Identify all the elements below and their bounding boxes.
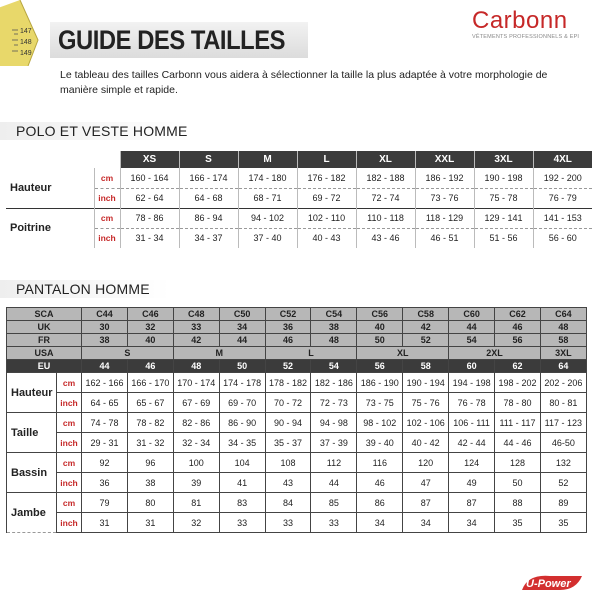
size-value: 78 - 82 xyxy=(127,413,173,433)
size-value: 88 xyxy=(495,493,541,513)
uk-value: 34 xyxy=(219,321,265,334)
size-value: 34 xyxy=(403,513,449,533)
fr-value: 42 xyxy=(173,334,219,347)
usa-value: L xyxy=(265,347,357,360)
size-value: 64 - 68 xyxy=(179,188,238,208)
measure-row xyxy=(7,413,587,433)
size-value: 170 - 174 xyxy=(173,373,219,393)
size-value: 34 xyxy=(357,513,403,533)
size-header: 3XL xyxy=(474,151,533,168)
fr-row xyxy=(7,334,587,347)
size-value: 34 - 37 xyxy=(179,228,238,248)
size-value: 49 xyxy=(449,473,495,493)
size-value: 166 - 174 xyxy=(179,168,238,188)
size-value: 82 - 86 xyxy=(173,413,219,433)
size-value: 35 xyxy=(540,513,586,533)
size-value: 70 - 72 xyxy=(265,393,311,413)
sca-value: C60 xyxy=(449,308,495,321)
size-value: 35 - 37 xyxy=(265,433,311,453)
size-value: 87 xyxy=(403,493,449,513)
size-value: 47 xyxy=(403,473,449,493)
size-value: 73 - 75 xyxy=(357,393,403,413)
size-value: 111 - 117 xyxy=(495,413,541,433)
tape-mark-2: 148 xyxy=(20,39,32,46)
uk-label: UK xyxy=(7,321,82,334)
size-value: 96 xyxy=(127,453,173,473)
size-value: 104 xyxy=(219,453,265,473)
sca-value: C52 xyxy=(265,308,311,321)
size-value: 174 - 178 xyxy=(219,373,265,393)
measure-label: Bassin xyxy=(7,453,57,493)
size-value: 44 xyxy=(311,473,357,493)
eu-value: 62 xyxy=(495,360,541,373)
size-value: 78 - 86 xyxy=(120,208,179,228)
size-value: 87 xyxy=(449,493,495,513)
measure-label: Poitrine xyxy=(6,208,94,248)
measure-label: Hauteur xyxy=(10,181,52,194)
size-value: 129 - 141 xyxy=(474,208,533,228)
eu-value: 52 xyxy=(265,360,311,373)
size-value: 80 xyxy=(127,493,173,513)
measure-row xyxy=(6,228,592,248)
size-value: 29 - 31 xyxy=(82,433,128,453)
unit-label: cm xyxy=(57,373,82,393)
sca-value: C50 xyxy=(219,308,265,321)
size-value: 92 xyxy=(82,453,128,473)
unit-label: inch xyxy=(94,188,120,208)
size-header: S xyxy=(179,151,238,168)
size-value: 32 - 34 xyxy=(173,433,219,453)
size-value: 176 - 182 xyxy=(297,168,356,188)
section-polo xyxy=(0,122,600,140)
size-value: 174 - 180 xyxy=(238,168,297,188)
section-title-pantalon: PANTALON HOMME xyxy=(16,281,150,297)
fr-value: 52 xyxy=(403,334,449,347)
eu-label: EU xyxy=(7,360,82,373)
fr-value: 56 xyxy=(495,334,541,347)
size-value: 40 - 43 xyxy=(297,228,356,248)
size-value: 67 - 69 xyxy=(173,393,219,413)
size-value: 42 - 44 xyxy=(449,433,495,453)
size-value: 74 - 78 xyxy=(82,413,128,433)
size-value: 128 xyxy=(495,453,541,473)
fr-value: 48 xyxy=(311,334,357,347)
size-value: 76 - 78 xyxy=(449,393,495,413)
size-value: 39 - 40 xyxy=(357,433,403,453)
size-value: 40 - 42 xyxy=(403,433,449,453)
u-power-logo-text: U-Power xyxy=(526,578,571,590)
size-value: 72 - 73 xyxy=(311,393,357,413)
size-value: 186 - 190 xyxy=(357,373,403,393)
size-value: 37 - 40 xyxy=(238,228,297,248)
uk-value: 33 xyxy=(173,321,219,334)
unit-label: inch xyxy=(57,433,82,453)
usa-row xyxy=(7,347,587,360)
size-value: 86 - 90 xyxy=(219,413,265,433)
eu-value: 48 xyxy=(173,360,219,373)
size-value: 73 - 76 xyxy=(415,188,474,208)
usa-value: XL xyxy=(357,347,449,360)
size-value: 33 xyxy=(311,513,357,533)
size-header: XL xyxy=(356,151,415,168)
size-value: 102 - 106 xyxy=(403,413,449,433)
size-value: 37 - 39 xyxy=(311,433,357,453)
header-blank-cell xyxy=(6,151,120,168)
size-value: 116 xyxy=(357,453,403,473)
page-title: GUIDE DES TAILLES xyxy=(58,25,286,55)
sca-value: C64 xyxy=(540,308,586,321)
size-header: XXL xyxy=(415,151,474,168)
size-value: 75 - 78 xyxy=(474,188,533,208)
measure-row xyxy=(7,393,587,413)
tape-mark-1: 147 xyxy=(20,28,32,35)
eu-value: 56 xyxy=(357,360,403,373)
measure-row xyxy=(7,493,587,513)
size-value: 100 xyxy=(173,453,219,473)
size-value: 64 - 65 xyxy=(82,393,128,413)
size-value: 68 - 71 xyxy=(238,188,297,208)
size-value: 43 - 46 xyxy=(356,228,415,248)
size-value: 106 - 111 xyxy=(449,413,495,433)
unit-label: cm xyxy=(94,208,120,228)
fr-value: 54 xyxy=(449,334,495,347)
measure-label: Jambe xyxy=(7,493,57,533)
size-value: 182 - 188 xyxy=(356,168,415,188)
size-value: 194 - 198 xyxy=(449,373,495,393)
fr-value: 40 xyxy=(127,334,173,347)
size-value: 35 xyxy=(495,513,541,533)
size-value: 33 xyxy=(219,513,265,533)
eu-value: 58 xyxy=(403,360,449,373)
size-value: 72 - 74 xyxy=(356,188,415,208)
tape-mark-3: 149 xyxy=(20,50,32,57)
size-value: 198 - 202 xyxy=(495,373,541,393)
sca-value: C54 xyxy=(311,308,357,321)
sca-value: C58 xyxy=(403,308,449,321)
size-value: 190 - 198 xyxy=(474,168,533,188)
size-value: 31 - 32 xyxy=(127,433,173,453)
uk-value: 42 xyxy=(403,321,449,334)
size-value: 44 - 46 xyxy=(495,433,541,453)
eu-value: 64 xyxy=(540,360,586,373)
size-value: 186 - 192 xyxy=(415,168,474,188)
size-value: 94 - 98 xyxy=(311,413,357,433)
size-value: 78 - 80 xyxy=(495,393,541,413)
size-value: 31 xyxy=(82,513,128,533)
measure-label: Taille xyxy=(7,413,57,453)
size-value: 192 - 200 xyxy=(533,168,592,188)
size-value: 75 - 76 xyxy=(403,393,449,413)
uk-value: 44 xyxy=(449,321,495,334)
size-header-row xyxy=(6,151,592,168)
fr-value: 46 xyxy=(265,334,311,347)
brand-name: Carbonn xyxy=(472,7,568,34)
size-value: 69 - 72 xyxy=(297,188,356,208)
size-value: 31 xyxy=(127,513,173,533)
size-value: 110 - 118 xyxy=(356,208,415,228)
size-value: 108 xyxy=(265,453,311,473)
sca-value: C46 xyxy=(127,308,173,321)
size-value: 120 xyxy=(403,453,449,473)
size-value: 98 - 102 xyxy=(357,413,403,433)
unit-label: cm xyxy=(94,168,120,188)
measure-row xyxy=(7,513,587,533)
sca-value: C48 xyxy=(173,308,219,321)
size-value: 36 xyxy=(82,473,128,493)
size-value: 190 - 194 xyxy=(403,373,449,393)
uk-value: 40 xyxy=(357,321,403,334)
brand-tagline: VÊTEMENTS PROFESSIONNELS & EPI xyxy=(472,34,580,40)
size-value: 32 xyxy=(173,513,219,533)
usa-value: S xyxy=(82,347,174,360)
size-header: XS xyxy=(120,151,179,168)
size-value: 117 - 123 xyxy=(540,413,586,433)
size-value: 112 xyxy=(311,453,357,473)
usa-value: M xyxy=(173,347,265,360)
size-value: 34 xyxy=(449,513,495,533)
size-value: 69 - 70 xyxy=(219,393,265,413)
size-value: 62 - 64 xyxy=(120,188,179,208)
sca-value: C56 xyxy=(357,308,403,321)
size-value: 141 - 153 xyxy=(533,208,592,228)
eu-value: 44 xyxy=(82,360,128,373)
size-value: 43 xyxy=(265,473,311,493)
uk-value: 48 xyxy=(540,321,586,334)
fr-value: 58 xyxy=(540,334,586,347)
size-value: 65 - 67 xyxy=(127,393,173,413)
section-title-polo: POLO ET VESTE HOMME xyxy=(16,123,188,139)
sca-value: C44 xyxy=(82,308,128,321)
size-value: 52 xyxy=(540,473,586,493)
unit-label: inch xyxy=(94,228,120,248)
size-value: 86 xyxy=(357,493,403,513)
uk-value: 32 xyxy=(127,321,173,334)
size-value: 90 - 94 xyxy=(265,413,311,433)
size-value: 84 xyxy=(265,493,311,513)
size-value: 124 xyxy=(449,453,495,473)
fr-value: 50 xyxy=(357,334,403,347)
size-value: 81 xyxy=(173,493,219,513)
eu-row xyxy=(7,360,587,373)
sca-row xyxy=(7,308,587,321)
uk-value: 30 xyxy=(82,321,128,334)
size-value: 46-50 xyxy=(540,433,586,453)
size-value: 80 - 81 xyxy=(540,393,586,413)
size-value: 51 - 56 xyxy=(474,228,533,248)
size-value: 166 - 170 xyxy=(127,373,173,393)
size-value: 94 - 102 xyxy=(238,208,297,228)
fr-value: 38 xyxy=(82,334,128,347)
size-value: 178 - 182 xyxy=(265,373,311,393)
size-value: 89 xyxy=(540,493,586,513)
usa-label: USA xyxy=(7,347,82,360)
size-value: 118 - 129 xyxy=(415,208,474,228)
eu-value: 54 xyxy=(311,360,357,373)
unit-label: cm xyxy=(57,493,82,513)
size-value: 85 xyxy=(311,493,357,513)
size-value: 34 - 35 xyxy=(219,433,265,453)
intro-text: Le tableau des tailles Carbonn vous aidera à sélectionner la taille la plus adaptée à votre morphologie de manière simple et rapide. xyxy=(60,69,548,96)
eu-value: 60 xyxy=(449,360,495,373)
sca-label: SCA xyxy=(7,308,82,321)
section-pantalon xyxy=(0,280,600,298)
size-value: 46 xyxy=(357,473,403,493)
size-value: 41 xyxy=(219,473,265,493)
size-value: 46 - 51 xyxy=(415,228,474,248)
usa-value: 2XL xyxy=(449,347,541,360)
measure-row xyxy=(6,168,592,188)
size-header: L xyxy=(297,151,356,168)
size-value: 31 - 34 xyxy=(120,228,179,248)
measure-row xyxy=(6,208,592,228)
size-header: 4XL xyxy=(533,151,592,168)
u-power-logo xyxy=(520,572,586,592)
uk-value: 36 xyxy=(265,321,311,334)
unit-label: inch xyxy=(57,393,82,413)
size-value: 33 xyxy=(265,513,311,533)
fr-label: FR xyxy=(7,334,82,347)
brand-logo xyxy=(472,8,582,40)
size-value: 79 xyxy=(82,493,128,513)
uk-row xyxy=(7,321,587,334)
size-header: M xyxy=(238,151,297,168)
page-header xyxy=(0,0,600,62)
measure-row xyxy=(6,188,592,208)
size-value: 102 - 110 xyxy=(297,208,356,228)
measure-row xyxy=(7,473,587,493)
size-value: 182 - 186 xyxy=(311,373,357,393)
eu-value: 46 xyxy=(127,360,173,373)
uk-value: 46 xyxy=(495,321,541,334)
size-value: 162 - 166 xyxy=(82,373,128,393)
size-value: 83 xyxy=(219,493,265,513)
eu-value: 50 xyxy=(219,360,265,373)
measure-label: Hauteur xyxy=(7,373,57,413)
unit-label: cm xyxy=(57,453,82,473)
size-value: 202 - 206 xyxy=(540,373,586,393)
unit-label: inch xyxy=(57,513,82,533)
unit-label: inch xyxy=(57,473,82,493)
fr-value: 44 xyxy=(219,334,265,347)
measuring-tape-icon xyxy=(0,0,46,66)
size-value: 86 - 94 xyxy=(179,208,238,228)
sca-value: C62 xyxy=(495,308,541,321)
size-value: 160 - 164 xyxy=(120,168,179,188)
unit-label: cm xyxy=(57,413,82,433)
size-value: 38 xyxy=(127,473,173,493)
measure-row xyxy=(7,433,587,453)
size-value: 132 xyxy=(540,453,586,473)
size-value: 56 - 60 xyxy=(533,228,592,248)
size-value: 39 xyxy=(173,473,219,493)
size-value: 76 - 79 xyxy=(533,188,592,208)
measure-row xyxy=(7,373,587,393)
size-value: 50 xyxy=(495,473,541,493)
polo-size-table xyxy=(6,151,592,248)
usa-value: 3XL xyxy=(540,347,586,360)
measure-row xyxy=(7,453,587,473)
pantalon-size-table xyxy=(6,307,587,533)
uk-value: 38 xyxy=(311,321,357,334)
